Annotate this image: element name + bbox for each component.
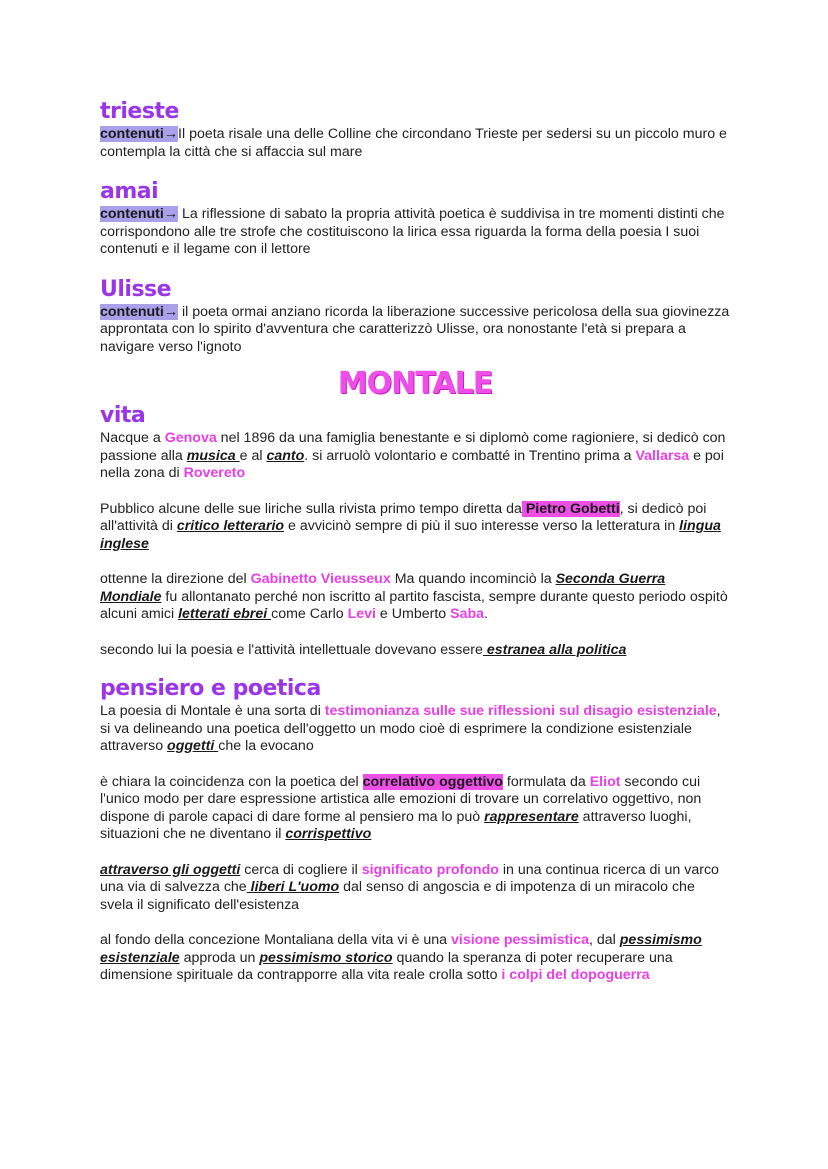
- text-run: secondo cui l'unico modo per dare espressione artistica alle emozioni di trovare un correlativo oggettivo, non dispone di parole capaci di dare forme al pensiero ma lo può: [100, 773, 702, 825]
- text-run: , si dedicò poi all'attività di: [100, 500, 707, 534]
- text-run: Seconda Guerra Mondiale: [100, 571, 666, 605]
- text-run: Pietro Gobetti: [521, 500, 620, 517]
- text-run: e poi nella zona di: [100, 447, 724, 481]
- text-run: La riflessione di sabato la propria attività poetica è suddivisa in tre momenti distinti che corrispondono alle tre strofe che costituiscono la lirica essa riguarda la forma della poesia I suoi contenuti e il legame con il lettore: [100, 206, 725, 257]
- text-run: il poeta ormai anziano ricorda la liberazione successive pericolosa della sua giovinezza approntata con lo spirito d'avventura che caratterizzò Ulisse, ora nonostante l'età si prepara a navigare verso l'ignoto: [100, 303, 730, 355]
- text-run: come Carlo: [271, 606, 348, 622]
- text-run: ottenne la direzione del: [100, 571, 251, 587]
- text-run: formulata da: [502, 773, 590, 790]
- text-run: letterati ebrei: [178, 606, 272, 622]
- text-run: .: [484, 606, 488, 622]
- text-run: Levi: [347, 606, 376, 622]
- text-run: fu allontanato perché non iscritto al partito fascista, sempre durante questo periodo ospitò alcuni amici: [100, 588, 728, 622]
- text-run: , si va delineando una poetica dell'oggetto un modo cioè di esprimere la condizione esistenziale attraverso: [100, 703, 721, 754]
- text-run: testimonianza sulle sue riflessioni sul disagio esistenziale: [324, 703, 717, 719]
- text-run: i colpi del dopoguerra: [501, 967, 650, 983]
- text-run: musica: [186, 447, 240, 464]
- paragraph-vita-4: [100, 642, 730, 660]
- text-run: critico letterario: [176, 518, 285, 534]
- paragraph-pensiero-4: [100, 932, 730, 985]
- paragraph-pensiero-1: [100, 703, 730, 756]
- text-run: nel 1896 da una famiglia benestante e si diplomò come ragioniere, si dedicò con passione alla: [100, 430, 726, 464]
- text-run: corrispettivo: [285, 826, 372, 842]
- text-run: Genova: [164, 430, 217, 446]
- text-run: pessimismo storico: [259, 949, 393, 966]
- paragraph-pensiero-2: [100, 774, 730, 844]
- label-contenuti: contenuti→: [100, 206, 179, 222]
- text-run: dal senso di angoscia e di impotenza di un miracolo che svela il significato dell'esistenza: [100, 879, 695, 913]
- text-run: Il poeta risale una delle Colline che circondano Trieste per sedersi su un piccolo muro e contempla la città che si affaccia sul mare: [100, 126, 727, 160]
- text-run: estranea alla politica: [482, 641, 627, 658]
- text-run: in una continua ricerca di un varco una via di salvezza che: [100, 861, 719, 895]
- text-run: Eliot: [589, 773, 621, 790]
- paragraph-pensiero-3: [100, 862, 730, 915]
- text-run: , dal: [589, 932, 620, 948]
- paragraph-trieste: [100, 126, 730, 161]
- paragraph-amai: [100, 206, 730, 259]
- text-run: pessimismo esistenziale: [100, 932, 702, 966]
- title-montale: MONTALE: [337, 366, 493, 401]
- heading-ulisse: Ulisse: [100, 276, 172, 302]
- text-run: rappresentare: [484, 808, 579, 825]
- text-run: Rovereto: [183, 465, 246, 481]
- text-run: che la evocano: [218, 738, 314, 754]
- text-run: al fondo della concezione Montaliana della vita vi è una: [100, 932, 451, 948]
- text-run: attraverso gli oggetti: [100, 861, 241, 878]
- text-run: Gabinetto Vieusseux: [250, 571, 391, 587]
- text-run: Nacque a: [100, 430, 165, 446]
- text-run: Saba: [450, 606, 485, 622]
- heading-trieste: trieste: [100, 99, 179, 124]
- text-run: e avvicinò sempre di più il suo interesse verso la letteratura in: [284, 518, 680, 534]
- text-run: secondo lui la poesia e l'attività intellettuale dovevano essere: [100, 641, 483, 658]
- text-run: significato profondo: [361, 861, 499, 878]
- text-run: Pubblico alcune delle sue liriche sulla rivista primo tempo diretta da: [100, 500, 522, 517]
- text-run: La poesia di Montale è una sorta di: [100, 703, 325, 719]
- heading-pensiero-poetica: pensiero e poetica: [100, 676, 321, 701]
- text-run: approda un: [179, 949, 260, 966]
- text-run: correlativo oggettivo: [362, 773, 503, 790]
- text-run: . si arruolò volontario e combatté in Trentino prima a: [304, 447, 636, 464]
- text-run: quando la speranza di poter recuperare una dimensione spirituale da contrapporre alla vita reale crolla sotto: [100, 949, 673, 983]
- label-contenuti: contenuti→: [100, 303, 179, 320]
- label-contenuti: contenuti→: [100, 126, 179, 142]
- text-run: Vallarsa: [635, 447, 690, 464]
- text-run: e al: [239, 447, 267, 464]
- text-run: oggetti: [167, 738, 219, 754]
- heading-amai: amai: [100, 179, 159, 204]
- text-run: liberi L'uomo: [246, 879, 340, 895]
- text-run: e Umberto: [375, 606, 451, 622]
- text-run: cerca di cogliere il: [240, 861, 362, 878]
- text-run: è chiara la coincidenza con la poetica del: [100, 773, 363, 790]
- paragraph-ulisse: [100, 304, 730, 357]
- paragraph-vita-1: [100, 430, 730, 483]
- text-run: attraverso luoghi, situazioni che ne diventano il: [100, 808, 692, 842]
- text-run: canto: [266, 447, 305, 464]
- paragraph-vita-3: [100, 571, 730, 624]
- heading-vita: vita: [100, 403, 146, 428]
- text-run: visione pessimistica: [450, 932, 589, 948]
- document-page: [100, 98, 730, 985]
- text-run: lingua inglese: [100, 518, 721, 552]
- paragraph-vita-2: [100, 501, 730, 554]
- text-run: Ma quando incominciò la: [390, 571, 556, 587]
